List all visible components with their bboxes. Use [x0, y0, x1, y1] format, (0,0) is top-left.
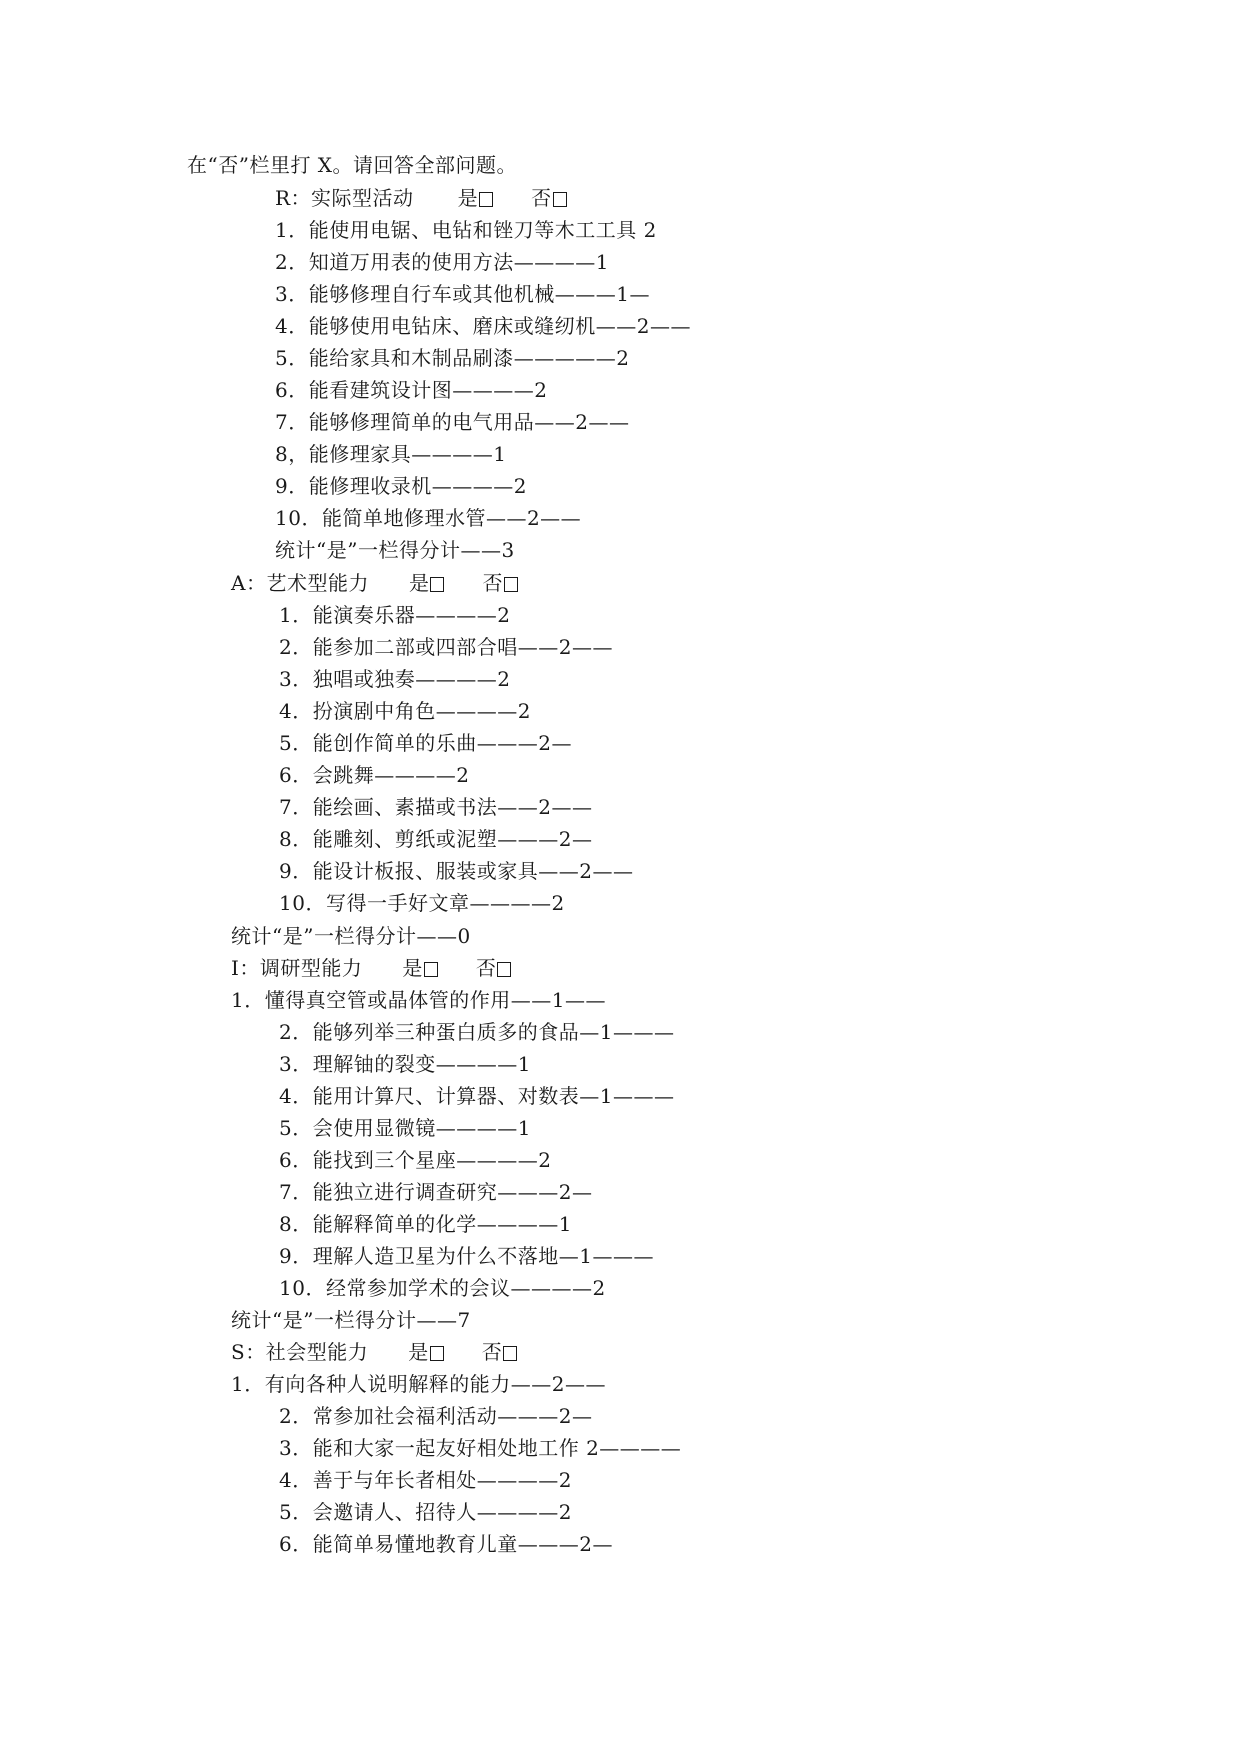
list-item: 1．懂得真空管或晶体管的作用——1—— — [231, 988, 606, 1012]
list-item: 7．能独立进行调查研究———2— — [279, 1180, 593, 1204]
yes-checkbox[interactable] — [430, 577, 444, 592]
list-item: 6．能找到三个星座————2 — [279, 1148, 552, 1172]
no-checkbox[interactable] — [553, 192, 567, 207]
list-item: 10．经常参加学术的会议————2 — [279, 1276, 606, 1300]
list-item: 6．会跳舞————2 — [279, 763, 470, 787]
list-item: 7．能够修理简单的电气用品——2—— — [275, 410, 630, 434]
list-item: 8．能雕刻、剪纸或泥塑———2— — [279, 827, 593, 851]
yes-checkbox[interactable] — [424, 962, 438, 977]
list-item: 4．善于与年长者相处————2 — [279, 1468, 572, 1492]
no-checkbox[interactable] — [503, 1346, 517, 1361]
section-total-r: 统计“是”一栏得分计——3 — [275, 538, 515, 562]
section-header-s — [231, 1340, 517, 1364]
list-item: 1．能演奏乐器————2 — [279, 603, 511, 627]
list-item: 2．能够列举三种蛋白质多的食品—1——— — [279, 1020, 675, 1044]
section-header-i — [231, 956, 511, 980]
no-checkbox[interactable] — [497, 962, 511, 977]
section-title: S：社会型能力 — [231, 1340, 369, 1364]
list-item: 9．能修理收录机————2 — [275, 474, 527, 498]
yes-checkbox[interactable] — [479, 192, 493, 207]
section-header-r — [275, 186, 567, 210]
list-item: 10．写得一手好文章————2 — [279, 891, 565, 915]
no-label: 否 — [481, 1340, 503, 1364]
list-item: 7．能绘画、素描或书法——2—— — [279, 795, 593, 819]
list-item: 3．能够修理自行车或其他机械———1— — [275, 282, 650, 306]
list-item: 3．能和大家一起友好相处地工作 2———— — [279, 1436, 682, 1460]
list-item: 1．有向各种人说明解释的能力——2—— — [231, 1372, 606, 1396]
list-item: 6．能看建筑设计图————2 — [275, 378, 548, 402]
no-label: 否 — [475, 956, 497, 980]
no-label: 否 — [482, 571, 503, 595]
list-item: 4．扮演剧中角色————2 — [279, 699, 531, 723]
section-total-a: 统计“是”一栏得分计——0 — [231, 924, 471, 948]
list-item: 8，能修理家具————1 — [275, 442, 507, 466]
no-checkbox[interactable] — [504, 577, 518, 592]
list-item: 8．能解释简单的化学————1 — [279, 1212, 572, 1236]
yes-label: 是 — [408, 1340, 429, 1364]
section-total-i: 统计“是”一栏得分计——7 — [231, 1308, 471, 1332]
list-item: 9．理解人造卫星为什么不落地—1——— — [279, 1244, 654, 1268]
list-item: 3．独唱或独奏————2 — [279, 667, 511, 691]
list-item: 5．能给家具和木制品刷漆—————2 — [275, 346, 630, 370]
section-header-a — [231, 571, 518, 595]
intro-text: 在“否”栏里打 X。请回答全部问题。 — [187, 153, 518, 177]
list-item: 6．能简单易懂地教育儿童———2— — [279, 1532, 613, 1556]
list-item: 2．能参加二部或四部合唱——2—— — [279, 635, 613, 659]
section-title: R：实际型活动 — [275, 186, 414, 210]
yes-label: 是 — [408, 571, 430, 595]
yes-label: 是 — [402, 956, 423, 980]
list-item: 1．能使用电锯、电钻和锉刀等木工工具 2 — [275, 218, 657, 242]
section-title: A：艺术型能力 — [231, 571, 369, 595]
list-item: 4．能够使用电钻床、磨床或缝纫机——2—— — [275, 314, 691, 338]
yes-label: 是 — [457, 186, 479, 210]
list-item: 5．能创作简单的乐曲———2— — [279, 731, 572, 755]
no-label: 否 — [531, 186, 552, 210]
list-item: 10．能简单地修理水管——2—— — [275, 506, 582, 530]
list-item: 2．常参加社会福利活动———2— — [279, 1404, 593, 1428]
section-title: I：调研型能力 — [231, 956, 363, 980]
list-item: 4．能用计算尺、计算器、对数表—1——— — [279, 1084, 675, 1108]
list-item: 3．理解铀的裂变————1 — [279, 1052, 531, 1076]
list-item: 9．能设计板报、服装或家具——2—— — [279, 859, 634, 883]
yes-checkbox[interactable] — [430, 1346, 444, 1361]
list-item: 5．会邀请人、招待人————2 — [279, 1500, 572, 1524]
list-item: 2．知道万用表的使用方法————1 — [275, 250, 609, 274]
list-item: 5．会使用显微镜————1 — [279, 1116, 531, 1140]
